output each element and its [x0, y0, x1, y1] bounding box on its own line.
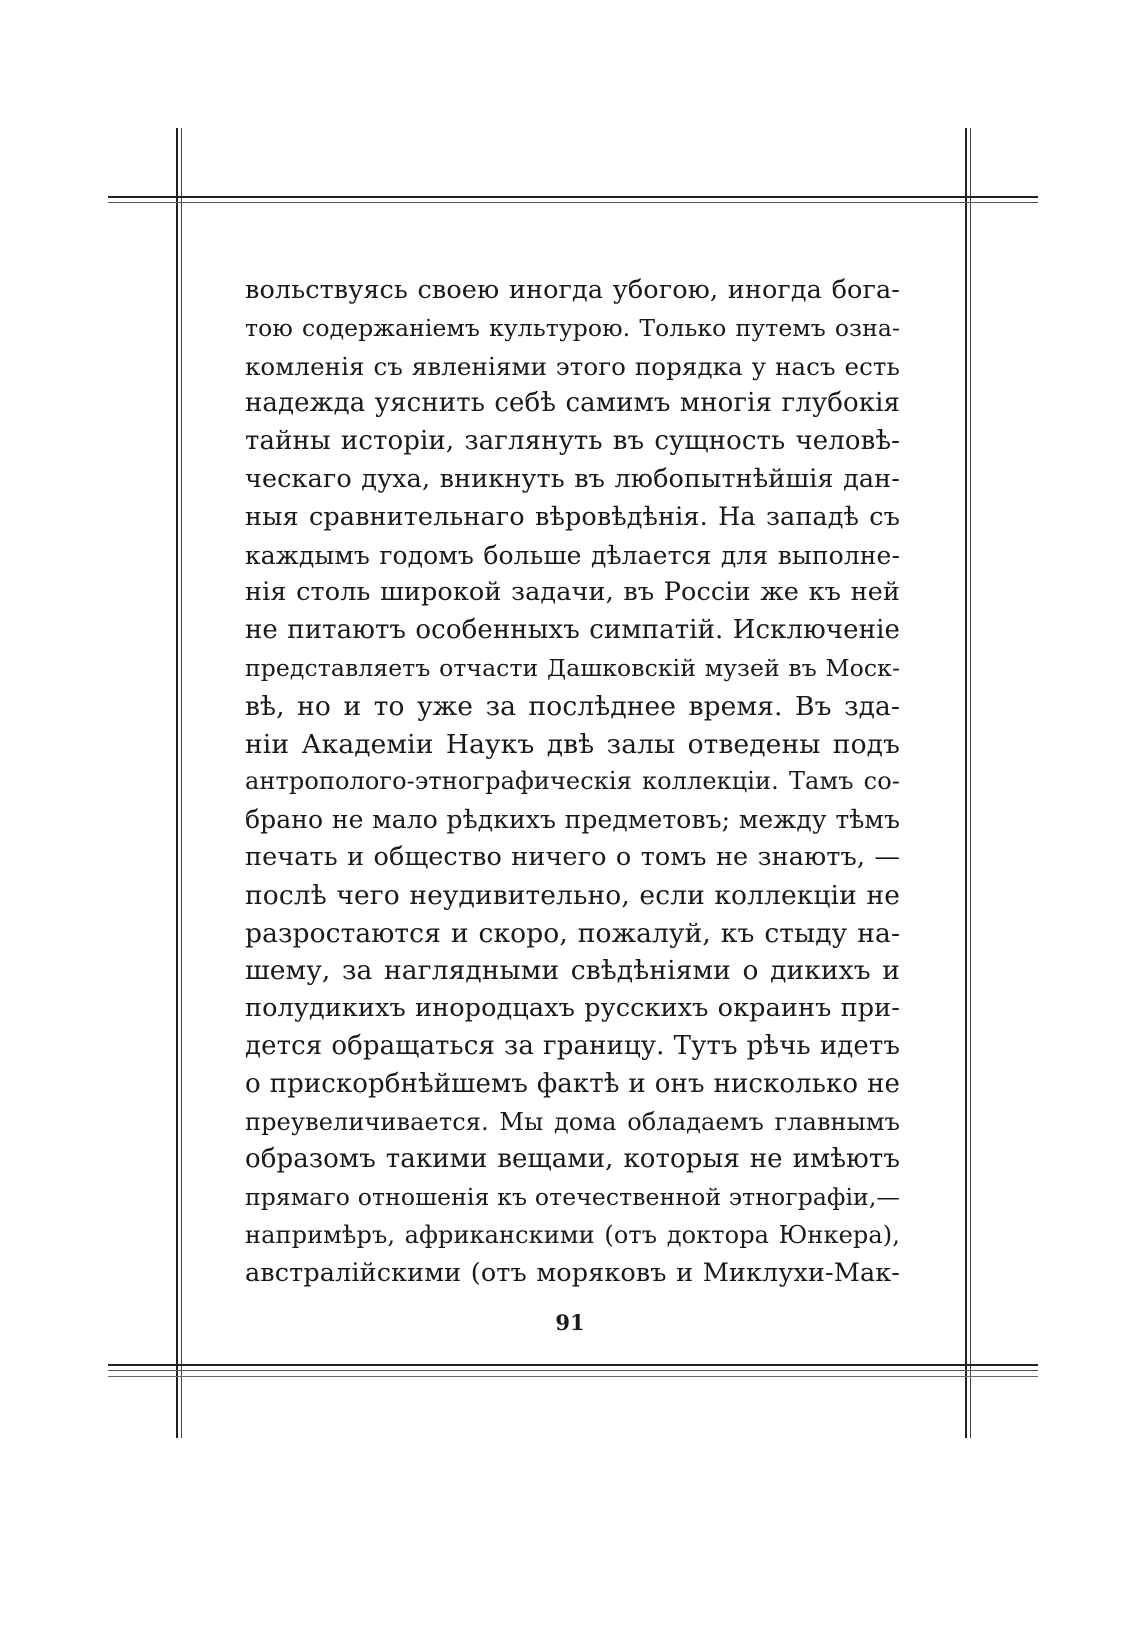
text-line-20: полудикихъ инородцахъ русскихъ окраинъ при- [245, 993, 900, 1024]
text-line-4: надежда уяснить себѣ самимъ многія глубокія [245, 388, 900, 419]
text-line-13: ніи Академіи Наукъ двѣ залы отведены подъ [245, 728, 900, 760]
frame-right-inner-rule [970, 128, 971, 1438]
text-line-10: не питаютъ особенныхъ симпатій. Исключеніе [245, 615, 900, 646]
frame-left-rule [176, 128, 178, 1438]
text-line-7: ныя сравнительнаго вѣровѣдѣнія. На западѣ съ [245, 501, 900, 532]
text-line-27: австралійскими (отъ моряковъ и Миклухи-Мак- [245, 1257, 900, 1288]
frame-left-inner-rule [181, 128, 182, 1438]
text-line-1: вольствуясь своею иногда убогою, иногда бога- [245, 275, 900, 305]
text-line-16: печать и общество ничего о томъ не знаютъ, — [245, 841, 900, 872]
text-line-9: нія столь широкой задачи, въ Россіи же къ ней [245, 577, 900, 608]
frame-bottom-inner-rule [108, 1370, 1038, 1371]
text-line-8: каждымъ годомъ больше дѣлается для выполне- [245, 540, 900, 570]
frame-top-rule [108, 196, 1038, 198]
frame-bottom-outer-rule [108, 1376, 1038, 1377]
text-line-19: шему, за наглядными свѣдѣніями о дикихъ и [245, 955, 900, 987]
text-line-23: преувеличивается. Мы дома обладаемъ главнымъ [245, 1107, 900, 1136]
frame-bottom-rule [108, 1364, 1038, 1366]
text-line-11: представляетъ отчасти Дашковскій музей въ Моск- [245, 653, 900, 682]
text-line-22: о прискорбнѣйшемъ фактѣ и онъ нисколько не [245, 1068, 900, 1099]
text-line-18: разростаются и скоро, пожалуй, къ стыду на- [245, 917, 900, 949]
frame-right-rule [965, 128, 967, 1438]
text-line-12: вѣ, но и то уже за послѣднее время. Въ зда- [245, 690, 900, 722]
text-line-3: комленія съ явленіями этого порядка у насъ есть [245, 351, 900, 381]
text-line-2: тою содержаніемъ культурою. Только путемъ озна- [245, 313, 900, 342]
frame-top-inner-rule [108, 202, 1038, 203]
text-line-5: тайны исторіи, заглянуть въ сущность человѣ- [245, 426, 900, 457]
text-line-14: антрополого-этнографическія коллекціи. Тамъ со- [245, 767, 900, 796]
page-number: 91 [555, 1310, 585, 1335]
text-line-24: образомъ такими вещами, которыя не имѣютъ [245, 1144, 900, 1175]
text-line-25: прямаго отношенія къ отечественной этнографіи,— [245, 1183, 900, 1212]
body-text [245, 272, 900, 1293]
text-line-15: брано не мало рѣдкихъ предметовъ; между тѣмъ [245, 805, 900, 835]
text-line-6: ческаго духа, вникнуть въ любопытнѣйшія дан- [245, 463, 900, 494]
text-line-21: дется обращаться за границу. Тутъ рѣчь идетъ [245, 1030, 900, 1061]
text-line-26: напримѣръ, африканскими (отъ доктора Юнкера), [245, 1220, 900, 1249]
text-line-17: послѣ чего неудивительно, если коллекціи не [245, 879, 900, 911]
